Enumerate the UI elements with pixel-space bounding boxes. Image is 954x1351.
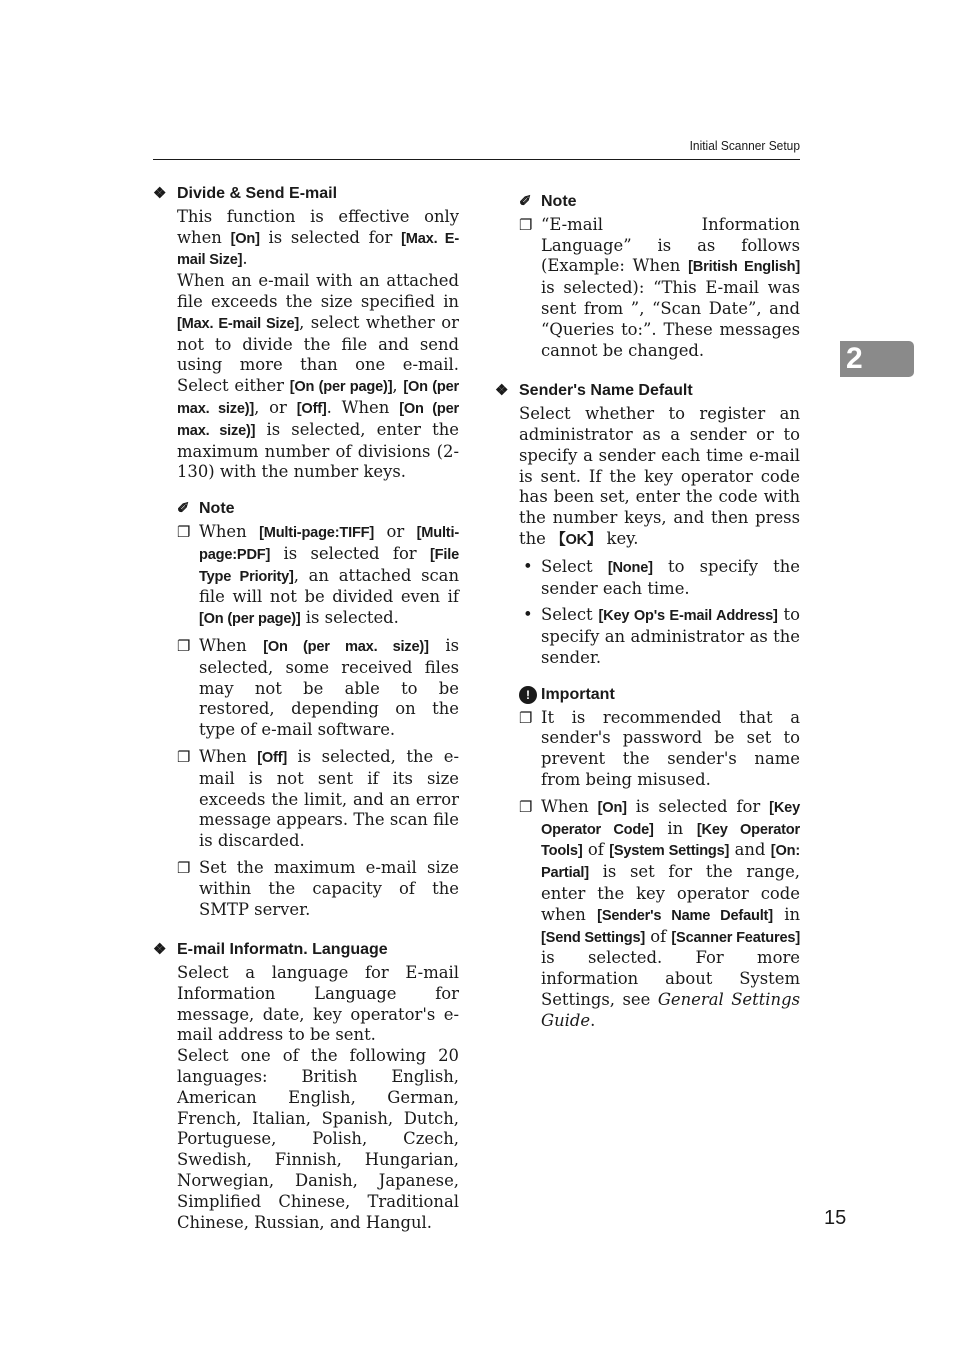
section-title-sender: ❖ Sender's Name Default — [495, 381, 800, 402]
section-body-language — [177, 963, 459, 1233]
checkbox-bullet-icon: ❐ — [177, 858, 191, 877]
bullet-dot-icon: • — [523, 605, 533, 625]
bullet-item: • Select [None] to specify the sender each time. — [523, 556, 800, 598]
paragraph: Select one of the following 20 languages: British English, American English, German, French, Italian, Spanish, Dutch, Portuguese, Polish, Czech, Swedish, Finnish, Hungarian, Norwegian, Danish, Japanese, Simplified Chinese, Traditional Chinese, Russian, and Hangul. — [177, 1046, 459, 1232]
checkbox-bullet-icon: ❐ — [519, 797, 533, 816]
diamond-bullet-icon: ❖ — [495, 382, 509, 400]
diamond-bullet-icon: ❖ — [153, 185, 167, 202]
paragraph: When an e-mail with an attached file exceeds the size specified in [Max. E-mail Size], select whether or not to divide the file and send using more than one e-mail. Select either [On (per page)], [On (per max. size)], or [Off]. When [On (per max. size)] is selected, enter the maximum number of divisions (2-130) with the number keys. — [177, 271, 460, 482]
important-item: ❐ When [On] is selected for [Key Operator Code] in [Key Operator Tools] of [System Settings] and [On: Partial] is set for the range, enter the key operator code when [Sender's Name Default] in [Send Settings] of [Scanner Features] is selected. For more information about System Settings, see General Settings Guide. — [519, 796, 801, 1030]
bullet-item: • Select [Key Op's E-mail Address] to specify an administrator as the sender. — [523, 605, 800, 667]
pencil-icon: ✐ — [177, 500, 190, 518]
checkbox-bullet-icon: ❐ — [177, 747, 191, 766]
running-title: Initial Scanner Setup — [689, 138, 800, 153]
section-title-language: ❖ E-mail Informatn. Language — [153, 940, 459, 961]
note-item: ❐ When [On (per max. size)] is selected, some received files may not be able to be restored, depending on the type of e-mail software. — [177, 635, 459, 740]
section-body-divide — [177, 207, 459, 483]
paragraph: Select a language for E-mail Information Language for message, date, key operator's e-mail address to be sent. — [177, 963, 459, 1045]
section-title-divide: ❖ Divide & Send E-mail — [153, 184, 459, 205]
note-heading: ✐ Note — [177, 499, 459, 520]
important-icon: ! — [519, 686, 537, 704]
running-header — [153, 138, 800, 160]
diamond-bullet-icon: ❖ — [153, 941, 167, 959]
bullet-dot-icon: • — [523, 556, 533, 576]
pencil-icon: ✐ — [519, 193, 532, 210]
page-number: 15 — [824, 1207, 847, 1229]
checkbox-bullet-icon: ❐ — [177, 636, 191, 655]
note-item: ❐ When [Multi-page:TIFF] or [Multi-page:PDF] is selected for [File Type Priority], an attached scan file will not be divided even if [On (per page)] is selected. — [177, 521, 460, 628]
important-item: ❐ It is recommended that a sender's password be set to prevent the sender's name from being misused. — [519, 707, 800, 789]
paragraph: Select whether to register an administrator as a sender or to specify a sender each time e-mail is sent. If the key operator code has been set, enter the code with the number keys, and then press the 【OK】 key. — [519, 404, 800, 548]
note-item: ❐ When [Off] is selected, the e-mail is not sent if its size exceeds the limit, and an error message appears. The scan file is discarded. — [177, 746, 459, 851]
right-column — [495, 184, 800, 1037]
checkbox-bullet-icon: ❐ — [519, 708, 533, 727]
important-heading: ! Important — [519, 685, 800, 706]
note-heading: ✐ Note — [519, 192, 800, 213]
left-column — [153, 184, 459, 1233]
section-body-sender — [519, 404, 800, 551]
note-item: ❐ Set the maximum e-mail size within the capacity of the SMTP server. — [177, 857, 459, 919]
note-item: ❐ “E-mail Information Language” is as follows (Example: When [British English] is selected): “This E-mail was sent from ”, “Scan Date”, and “Queries to:”. These messages cannot be changed. — [519, 214, 800, 360]
paragraph: This function is effective only when [On] is selected for [Max. E-mail Size]. — [177, 206, 459, 269]
chapter-tab: 2 — [840, 341, 914, 377]
checkbox-bullet-icon: ❐ — [177, 522, 191, 541]
checkbox-bullet-icon: ❐ — [519, 215, 533, 234]
